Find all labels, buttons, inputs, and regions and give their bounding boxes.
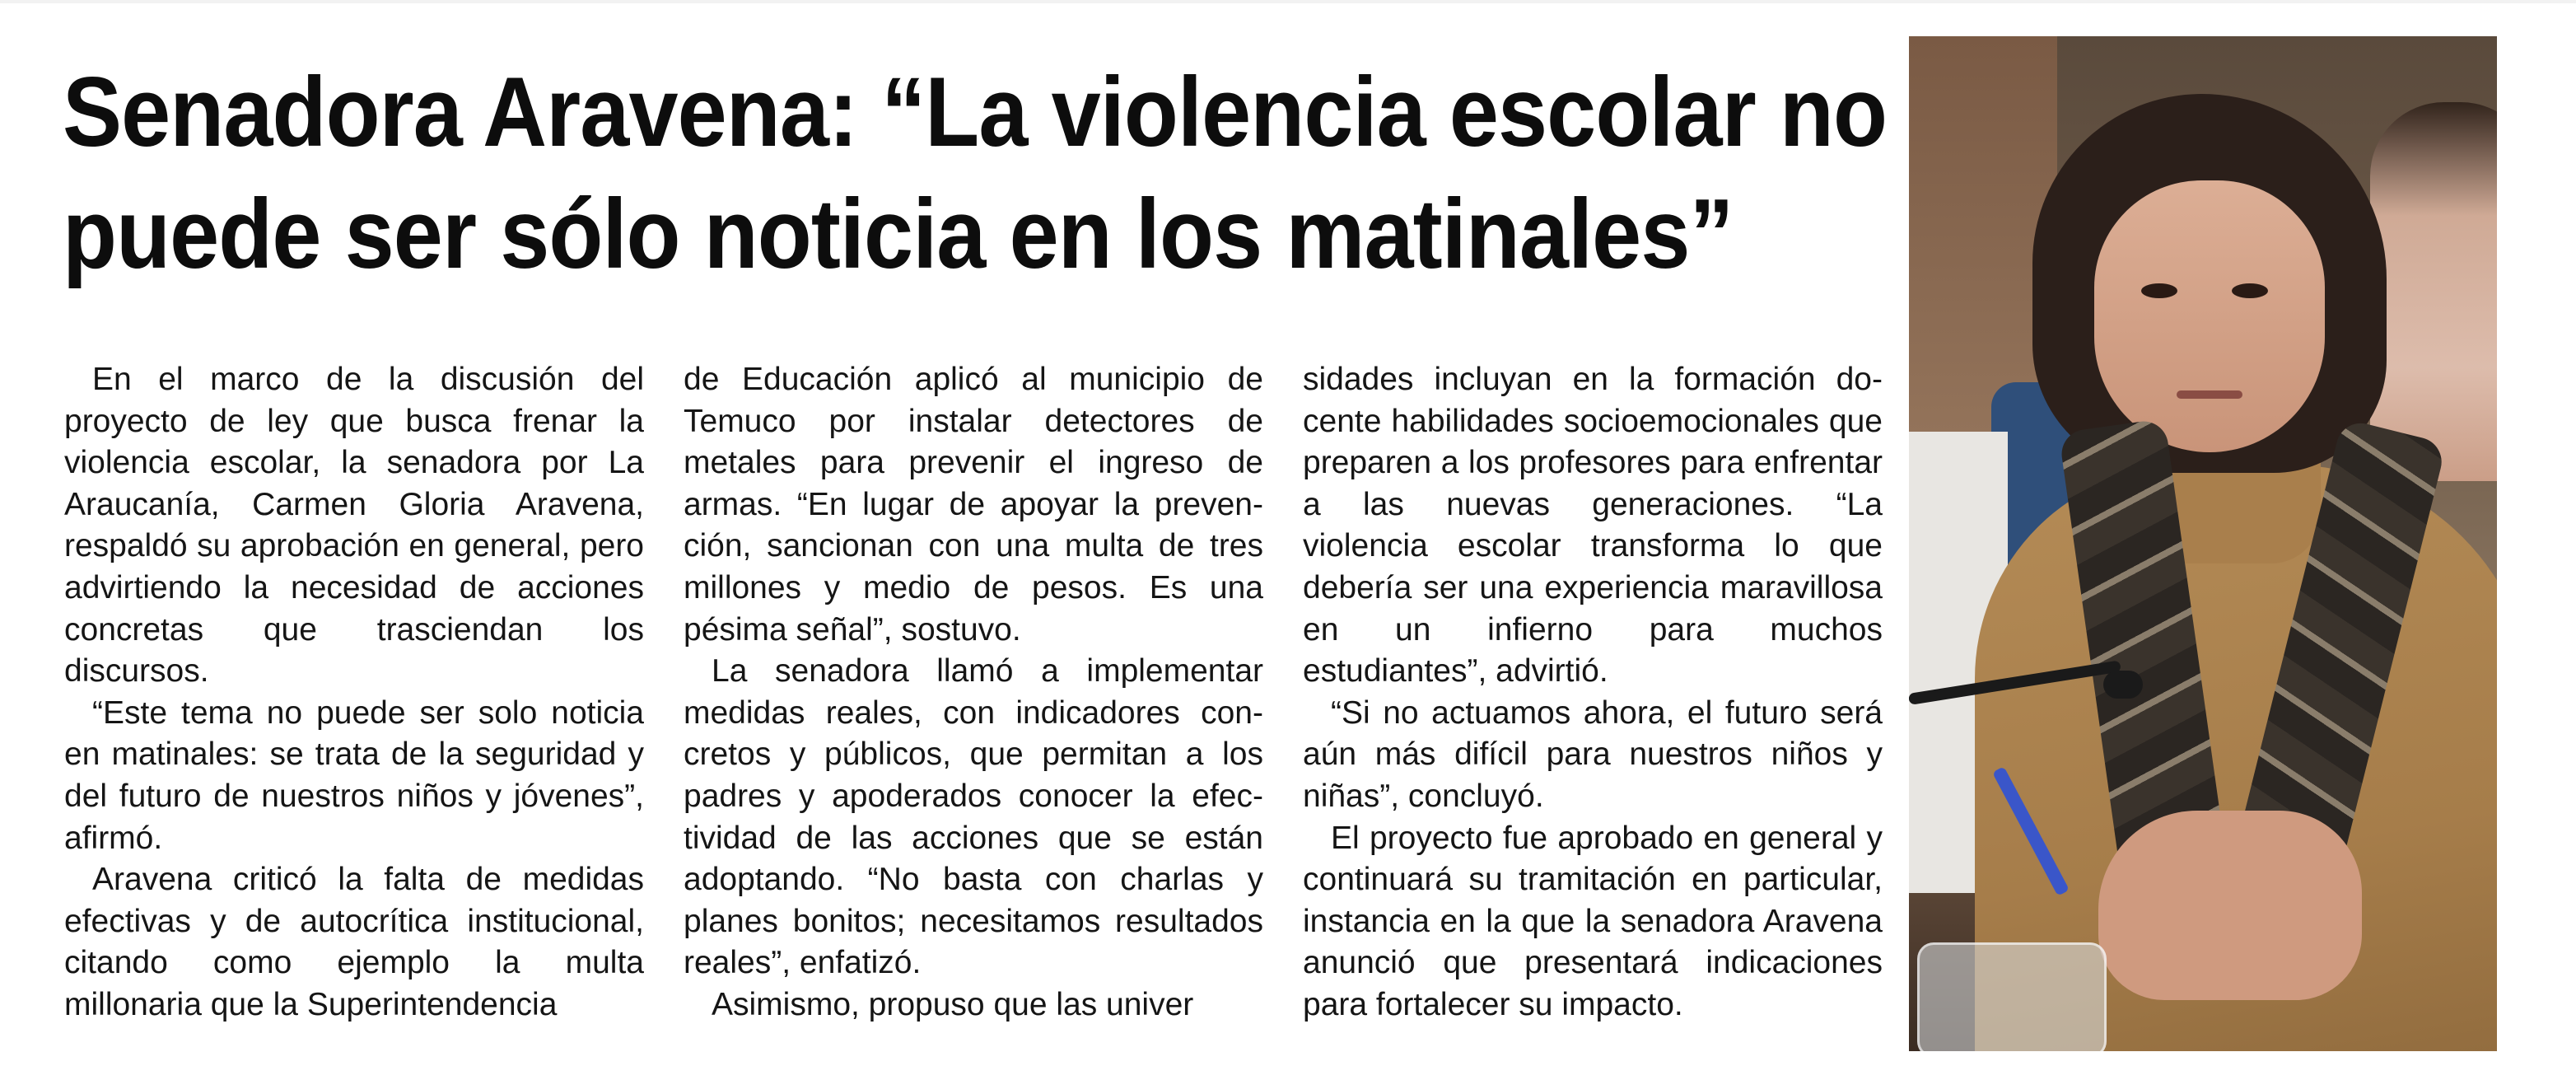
water-glass xyxy=(1917,942,2107,1051)
mouth xyxy=(2177,390,2242,399)
paragraph: “Si no actuamos ahora, el futuro será aún más difícil para nuestros niños y niñas”, concluyó. xyxy=(1303,694,1883,814)
article-headline xyxy=(63,51,1888,295)
top-rule xyxy=(0,0,2576,3)
headline-line-2: puede ser sólo noticia en los matinales” xyxy=(63,179,1734,289)
article-body xyxy=(64,359,1883,1035)
paragraph: El proyecto fue aprobado en general y continuará su tramitación en particular, instancia en la que la senadora Aravena anunció que presentará indicaciones para fortalecer su impacto. xyxy=(1303,820,1883,1022)
face xyxy=(2094,180,2325,452)
microphone-head xyxy=(2103,671,2143,699)
background-person xyxy=(2370,102,2497,481)
headline-line-1: Senadora Aravena: “La violencia escolar no xyxy=(63,57,1888,167)
left-eye xyxy=(2141,283,2177,298)
article-column-1 xyxy=(64,359,644,1035)
paragraph: sidades incluyan en la formación docente habilidades socioemocionales que preparen a los profesores para enfrentar a las nuevas generaciones. “La violencia escolar transforma lo que debería ser una experiencia maravillosa en un infierno para muchos estudiantes”, advirtió. xyxy=(1303,362,1883,690)
paragraph: de Educación aplicó al municipio de Temuco por instalar detectores de metales para prevenir el ingreso de armas. “En lugar de apoyar la prevención, sancionan con una multa de tres millones y medio de pesos. Es una pésima señal”, sostuvo. xyxy=(684,362,1263,648)
paragraph: En el marco de la discusión del proyecto de ley que busca frenar la violencia escolar, la senadora por La Araucanía, Carmen Gloria Aravena, respaldó su aprobación en general, pero advirtiendo la necesidad de acciones concretas que trasciendan los discursos. xyxy=(64,362,644,690)
article-photo xyxy=(1909,36,2497,1051)
paragraph: Asimismo, propuso que las univer xyxy=(712,986,1194,1022)
right-eye xyxy=(2232,283,2268,298)
paragraph: “Este tema no puede ser solo noticia en matinales: se trata de la seguridad y del futuro de nuestros niños y jóvenes”, afirmó. xyxy=(64,694,644,856)
paragraph: La senadora llamó a implementar medidas reales, con indicadores concretos y públicos, que permitan a los padres y apoderados conocer la efectividad de las acciones que se están adoptando. “No basta con charlas y planes bonitos; necesitamos resultados reales”, enfatizó. xyxy=(684,653,1263,981)
paragraph: Aravena criticó la falta de medidas efectivas y de autocrítica institucional, citando como ejemplo la multa millonaria que la Superintendencia xyxy=(64,862,644,1022)
article-column-3 xyxy=(1303,359,1883,1035)
clasped-hands xyxy=(2098,811,2362,1000)
article-column-2 xyxy=(684,359,1263,1035)
